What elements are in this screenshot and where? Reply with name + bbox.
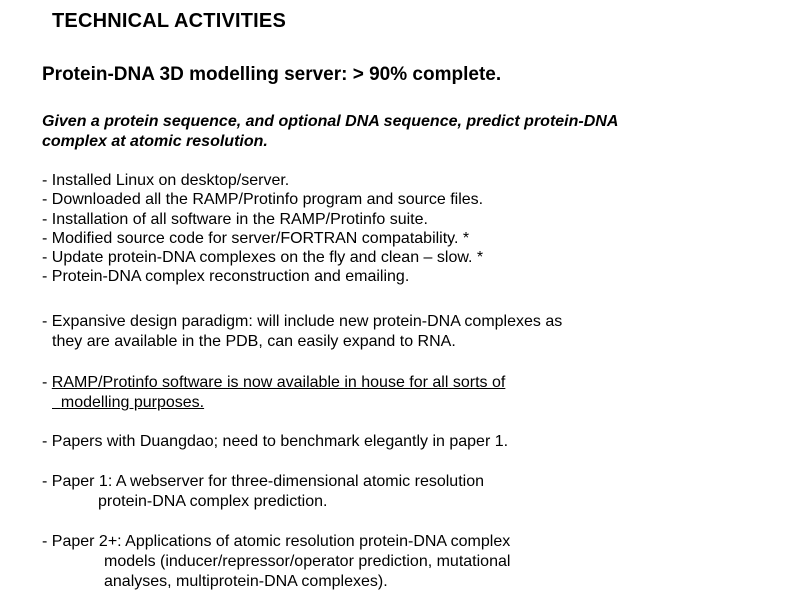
task-list	[42, 171, 762, 287]
task-item: - Installation of all software in the RAMP/Protinfo suite.	[42, 210, 428, 228]
paper2-note	[42, 532, 762, 592]
task-item: - Update protein-DNA complexes on the fly and clean – slow. *	[42, 249, 484, 267]
description	[42, 112, 742, 152]
paradigm-note	[42, 312, 762, 352]
ramp-note	[42, 373, 762, 413]
task-item: - Installed Linux on desktop/server.	[42, 172, 290, 189]
paradigm-line: - Expansive design paradigm: will include new protein-DNA complexes as	[42, 313, 563, 330]
papers-note	[42, 432, 762, 452]
paper1-line: - Paper 1: A webserver for three-dimensional atomic resolution	[42, 473, 484, 490]
ramp-prefix: -	[42, 374, 52, 391]
paper2-line: analyses, multiprotein-DNA complexes).	[104, 573, 388, 590]
description-line: Given a protein sequence, and optional DNA sequence, predict protein-DNA	[42, 113, 619, 130]
task-item: - Protein-DNA complex reconstruction and emailing.	[42, 268, 410, 286]
description-line: complex at atomic resolution.	[42, 133, 268, 150]
ramp-text: RAMP/Protinfo software is now available in house for all sorts of	[51, 374, 506, 391]
paradigm-line: they are available in the PDB, can easily expand to RNA.	[52, 333, 456, 350]
ramp-text-2: modelling purposes.	[60, 394, 205, 411]
paper2-line: - Paper 2+: Applications of atomic resolution protein-DNA complex	[42, 533, 511, 550]
ramp-line	[42, 393, 762, 413]
papers-line: - Papers with Duangdao; need to benchmark elegantly in paper 1.	[42, 433, 509, 450]
ramp-text	[52, 394, 204, 411]
paper2-line: models (inducer/repressor/operator prediction, mutational	[104, 553, 511, 570]
task-item: - Modified source code for server/FORTRAN compatability. *	[42, 229, 470, 247]
slide-title: TECHNICAL ACTIVITIES	[52, 10, 287, 32]
ramp-line	[42, 373, 762, 393]
subtitle: Protein-DNA 3D modelling server: > 90% complete.	[42, 64, 502, 85]
paper1-line: protein-DNA complex prediction.	[98, 493, 328, 510]
task-item: - Downloaded all the RAMP/Protinfo program and source files.	[42, 191, 484, 209]
paper1-note	[42, 472, 762, 512]
